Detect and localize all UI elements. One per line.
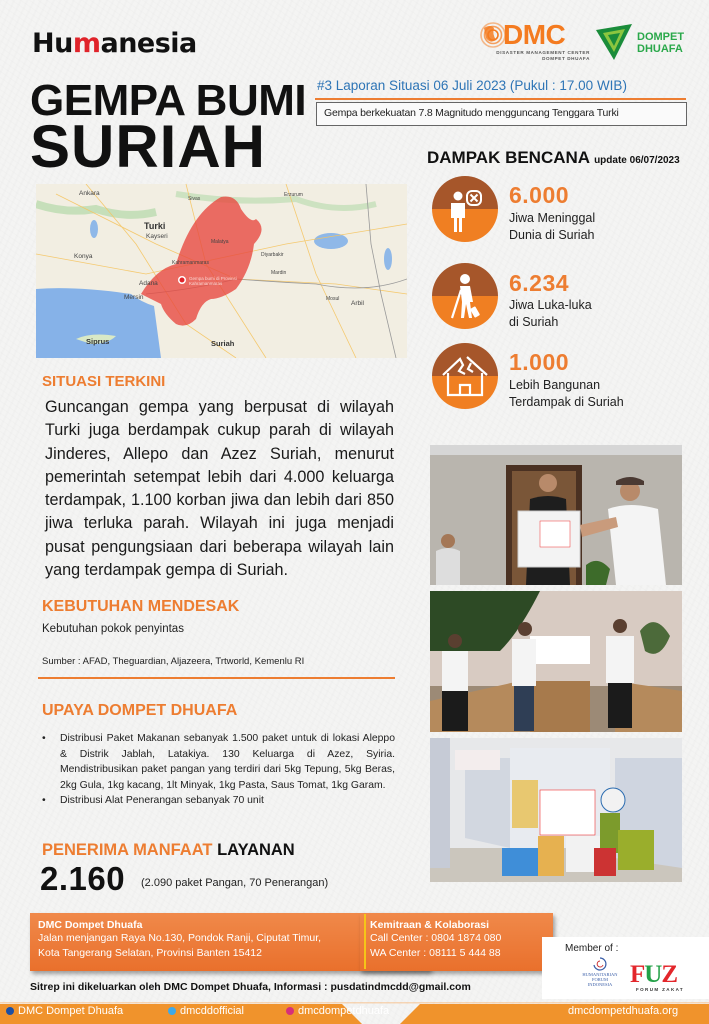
dampak-update-date: update 06/07/2023	[594, 155, 680, 166]
website-label: dmcdompetdhuafa.org	[568, 1005, 679, 1017]
stat-label-line: Terdampak di Suriah	[509, 395, 624, 409]
map-label-diyarbakir: Diyarbakir	[261, 252, 284, 258]
instagram-label: dmcdompetdhuafa	[298, 1005, 390, 1017]
call-center[interactable]: Call Center : 0804 1874 080	[370, 932, 502, 944]
map-label-sivas: Sivas	[188, 196, 201, 202]
map-label-kayseri: Kayseri	[146, 233, 168, 240]
upaya-list	[40, 731, 395, 809]
stat-label-line: di Suriah	[509, 315, 559, 329]
stat-label-line: Dunia di Suriah	[509, 228, 595, 242]
dd-logo-line2: DHUAFA	[637, 43, 683, 55]
map-label-siprus: Siprus	[86, 337, 110, 346]
summary-box: Gempa berkekuatan 7.8 Magnitudo mengguncang Tenggara Turki	[316, 102, 687, 126]
map-label-konya: Konya	[74, 253, 93, 260]
dmc-subtitle-line1: DISASTER MANAGEMENT CENTER	[496, 50, 590, 55]
map-label-turki: Turki	[144, 221, 166, 231]
contact-org: DMC Dompet Dhuafa	[38, 919, 143, 931]
map-label-mosul: Mosul	[326, 296, 340, 302]
website-link[interactable]	[568, 1005, 678, 1017]
humanitarian-forum-logo-icon	[590, 957, 610, 971]
map-label-mersin: Mersin	[124, 294, 144, 301]
humanesia-logo-text: Hu	[32, 28, 73, 59]
twitter-link[interactable]	[168, 1005, 244, 1017]
sources-text: Sumber : AFAD, Theguardian, Aljazeera, Trtworld, Kemenlu RI	[42, 656, 305, 667]
map-label-kahramanmaras: Kahramanmaras	[172, 260, 209, 266]
humanesia-logo	[32, 28, 197, 59]
forum-zakat-subtitle: FORUM ZAKAT	[636, 987, 685, 992]
situasi-body: Guncangan gempa yang berpusat di wilayah Turki juga berdampak cukup parah di wilayah Jinderes, Allepo dan Azez Suriah, menurut pemerintah setempat lebih dari 4.000 keluarga terdampak, 1.100 korban jiwa dan lebih dari 850 jiwa terluka parah. Wilayah ini juga menjadi pusat pengungsiaan dari beberapa wilayah lain yang terdampak gempa di Suriah.	[45, 398, 394, 580]
stat-label-deceased	[509, 210, 595, 244]
foz-u: U	[644, 961, 662, 988]
humanesia-logo-text-suffix: anesia	[100, 28, 197, 59]
foz-z: Z	[661, 961, 678, 988]
dmc-logo-text: DMC	[503, 19, 566, 50]
humanitarian-forum-logo-text	[580, 972, 620, 987]
stat-label-line: Jiwa Meninggal	[509, 211, 596, 225]
dompet-dhuafa-logo-text	[637, 31, 684, 55]
page-title-line2: SURIAH	[30, 113, 267, 180]
report-header: #3 Laporan Situasi 06 Juli 2023 (Pukul : 17.00 WIB)	[317, 78, 627, 93]
facebook-label: DMC Dompet Dhuafa	[18, 1005, 124, 1017]
foz-f: F	[630, 961, 645, 988]
map-label-erzurum: Erzurum	[284, 192, 303, 198]
stat-label-injured	[509, 297, 592, 331]
map-label-mardin: Mardin	[271, 270, 287, 276]
map-label-suriah: Suriah	[211, 339, 235, 348]
dmc-logo-subtitle	[480, 50, 590, 62]
stat-value-deceased: 6.000	[509, 182, 570, 208]
sitrep-note: Sitrep ini dikeluarkan oleh DMC Dompet Dhuafa, Informasi : pusdatindmcdd@gmail.com	[30, 981, 471, 993]
stat-value-buildings: 1.000	[509, 349, 570, 375]
penerima-heading-black: LAYANAN	[217, 841, 295, 859]
report-divider	[315, 98, 686, 100]
photo-food-packages	[430, 738, 682, 882]
section-divider	[38, 677, 395, 679]
contact-address-line1: Jalan menjangan Raya No.130, Pondok Ranji, Ciputat Timur,	[38, 932, 322, 944]
upaya-heading: UPAYA DOMPET DHUAFA	[42, 702, 238, 719]
map-label-epicenter: Gempa bumi di Provinsi Kahramanmaras	[189, 276, 237, 286]
dampak-heading	[427, 148, 680, 168]
twitter-label: dmcddofficial	[180, 1005, 244, 1017]
stat-label-line: Lebih Bangunan	[509, 378, 601, 392]
map-label-malatya: Malatya	[211, 239, 229, 245]
humanesia-logo-m: m	[72, 28, 101, 59]
map-label-adana: Adana	[139, 280, 158, 287]
penerima-heading	[42, 841, 295, 860]
page-title-line1: GEMPA BUMI	[30, 76, 307, 125]
kebutuhan-body: Kebutuhan pokok penyintas	[42, 623, 184, 635]
kebutuhan-heading: KEBUTUHAN MENDESAK	[42, 598, 240, 615]
earthquake-map	[36, 184, 407, 358]
partnership-title: Kemitraan & Kolaborasi	[370, 919, 490, 931]
stat-label-buildings	[509, 377, 624, 411]
penerima-heading-orange: PENERIMA MANFAAT	[42, 841, 213, 859]
partnership-box	[360, 913, 553, 971]
penerima-note: (2.090 paket Pangan, 70 Penerangan)	[141, 877, 329, 889]
dmc-subtitle-line2: DOMPET DHUAFA	[542, 56, 590, 61]
facebook-link[interactable]	[6, 1005, 123, 1017]
stat-label-line: Jiwa Luka-luka	[509, 298, 592, 312]
dd-logo-line1: DOMPET	[637, 31, 685, 43]
map-label-arbil: Arbil	[351, 300, 365, 307]
damaged-house-icon	[432, 343, 498, 409]
forum-zakat-logo	[630, 961, 677, 989]
stat-value-injured: 6.234	[509, 270, 570, 296]
hfi-line: FORUM	[591, 977, 608, 982]
facebook-icon	[6, 1007, 14, 1015]
injured-person-icon	[432, 263, 498, 329]
twitter-icon	[168, 1007, 176, 1015]
photo-packing-boxes	[430, 591, 682, 732]
dampak-title: DAMPAK BENCANA	[427, 148, 591, 167]
hfi-line: HUMANITARIAN	[582, 972, 618, 977]
deceased-person-icon	[432, 176, 498, 242]
contact-divider	[364, 914, 366, 969]
dompet-dhuafa-mark-icon	[594, 22, 634, 62]
penerima-value: 2.160	[40, 860, 126, 897]
contact-address-line2: Kota Tangerang Selatan, Provinsi Banten 15412	[38, 947, 262, 959]
wa-center[interactable]: WA Center : 08111 5 444 88	[370, 947, 501, 959]
hfi-line: INDONESIA	[587, 982, 613, 987]
map-lake-van	[314, 233, 348, 249]
instagram-icon	[286, 1007, 294, 1015]
instagram-link[interactable]	[286, 1005, 389, 1017]
upaya-item: • Distribusi Alat Penerangan sebanyak 70 unit	[40, 793, 395, 809]
situasi-heading: SITUASI TERKINI	[42, 373, 166, 390]
upaya-item: • Distribusi Paket Makanan sebanyak 1.500 paket untuk di lokasi Aleppo & Distrik Jablah, Latakiya. 130 Keluarga di Azez, Syiria. Mendistribusikan paket pangan yang terdiri dari 5kg Tepung, 5kg Beras, 2kg Gula, 1kg kacang, 1lt Minyak, 1kg Pasta, Saus Tomat, 1kg Garam.	[40, 731, 395, 793]
member-label: Member of :	[565, 943, 619, 954]
map-label-ankara: Ankara	[79, 190, 100, 197]
map-graphic	[36, 184, 407, 358]
photo-aid-handover	[430, 445, 682, 585]
